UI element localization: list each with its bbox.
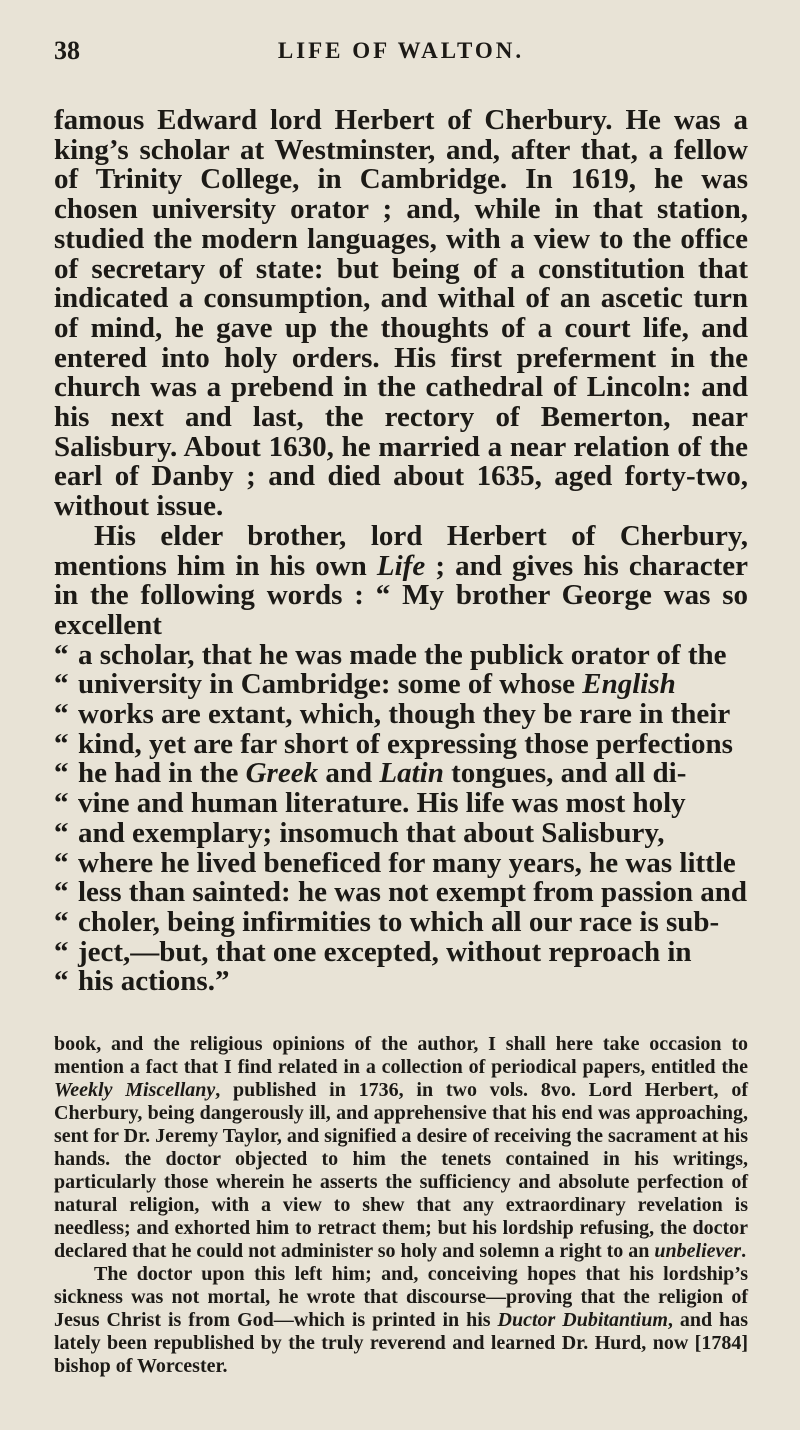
footnote-2-italic-title: Ductor Dubitantium (497, 1309, 668, 1332)
quotation (54, 638, 748, 998)
quote-line (54, 905, 748, 938)
footnote (54, 1033, 748, 1378)
main-paragraph-1 (54, 106, 748, 522)
quote-text: tongues, and all di- (443, 757, 687, 790)
footnote-text-b: , published in 1736, in two vols. 8vo. Lord Herbert, of Cherbury, being dangerously ill, and apprehensive that his end was approaching, sent for Dr. Jeremy Taylor, and signified a desire of receiving the sacrament at his hands. the doctor objected to him the tenets contained in his writings, particularly those wherein he asserts the sufficiency and absolute perfection of natural religion, with a view to shew that any extraordinary revelation is needless; and exhorted him to retract them; but his lordship refusing, the doctor declared that he could not administer so holy and solemn a right to an (54, 1079, 748, 1263)
main-paragraph-1-text: famous Edward lord Herbert of Cherbury. He was a king’s scholar at Westminster, and, after that, a fellow of Trinity College, in Cambridge. In 1619, he was chosen university orator ; and, while in that station, studied the modern languages, with a view to the office of secretary of state: but being of a constitution that indicated a consumption, and withal of an ascetic turn of mind, he gave up the thoughts of a court life, and entered into holy orders. His first preferment in the church was a prebend in the cathedral of Lincoln: and his next and last, the rectory of Bemerton, near Salisbury. About 1630, he married a near relation of the earl of Danby ; and died about 1635, aged forty-two, without issue. (54, 104, 748, 523)
quote-line (54, 759, 748, 789)
quote-line (54, 670, 748, 700)
quote-mark: “ (54, 846, 69, 879)
quote-line (54, 967, 748, 997)
quote-text: a scholar, that he was made the publick orator of the (78, 638, 727, 671)
quote-text: less than sainted: he was not exempt from passion and (78, 876, 747, 909)
running-title: LIFE OF WALTON. (277, 38, 525, 63)
quote-mark: “ (54, 816, 69, 849)
quote-mark: “ (54, 757, 69, 790)
main-paragraph-2 (54, 519, 749, 641)
quote-mark: “ (54, 727, 69, 760)
quote-text: and exemplary; insomuch that about Salisbury, (78, 816, 665, 849)
quote-line (54, 638, 748, 671)
footnote-paragraph-2 (54, 1263, 748, 1378)
quote-italic: English (582, 668, 676, 701)
quote-mark: “ (54, 965, 69, 998)
footnote-2-text-b: , and has lately been republished by the truly reverend and learned Dr. Hurd, now [1784] bishop of Worcester. (54, 1309, 748, 1378)
quote-text: he had in the (78, 757, 246, 790)
quote-text: kind, yet are far short of expressing those perfections (78, 727, 733, 760)
running-head (54, 36, 748, 76)
footnote-italic-title: Weekly Miscellany (54, 1079, 216, 1102)
footnote-text-c: . (741, 1240, 747, 1263)
quote-mark: “ (54, 905, 69, 938)
paragraph-2-text-b: ; and gives his character in the following words : “ My brother George was so excellent (54, 549, 749, 641)
page-number: 38 (54, 36, 80, 65)
quote-line (54, 935, 748, 968)
quote-mark: “ (54, 698, 69, 731)
quote-line (54, 878, 748, 908)
quote-line (54, 727, 748, 760)
quote-mark: “ (54, 876, 69, 909)
quote-text: where he lived beneficed for many years, he was little (78, 846, 736, 879)
quote-text: works are extant, which, though they be rare in their (78, 698, 731, 731)
footnote-text-a: book, and the religious opinions of the author, I shall here take occasion to mention a fact that I find related in a collection of periodical papers, entitled the (54, 1033, 748, 1079)
paragraph-2-text-a: His elder brother, lord Herbert of Cherbury, mentions him in his own (54, 519, 748, 582)
quote-text: his actions.” (78, 965, 230, 998)
quote-text: and (318, 757, 380, 790)
footnote-2-text-a: The doctor upon this left him; and, conceiving hopes that his lordship’s sickness was not mortal, he wrote that discourse—proving that the religion of Jesus Christ is from God—which is printed in his (54, 1263, 748, 1332)
footnote-italic-word: unbeliever (654, 1240, 742, 1263)
italic-life: Life (376, 549, 426, 582)
main-text (54, 106, 748, 997)
quote-mark: “ (54, 638, 69, 671)
quote-line (54, 700, 748, 730)
quote-italic-latin: Latin (379, 757, 444, 790)
quote-mark: “ (54, 935, 69, 968)
quote-line (54, 816, 748, 849)
quote-line (54, 789, 748, 819)
quote-italic-greek: Greek (245, 757, 319, 790)
quote-text: university in Cambridge: some of whose (78, 668, 583, 701)
quote-line (54, 846, 748, 879)
footnote-paragraph-1 (54, 1033, 748, 1263)
quote-mark: “ (54, 787, 69, 820)
quote-text: choler, being infirmities to which all our race is sub- (78, 905, 720, 938)
quote-mark: “ (54, 668, 69, 701)
quote-text: vine and human literature. His life was most holy (78, 787, 686, 820)
quote-text: ject,—but, that one excepted, without reproach in (78, 935, 692, 968)
